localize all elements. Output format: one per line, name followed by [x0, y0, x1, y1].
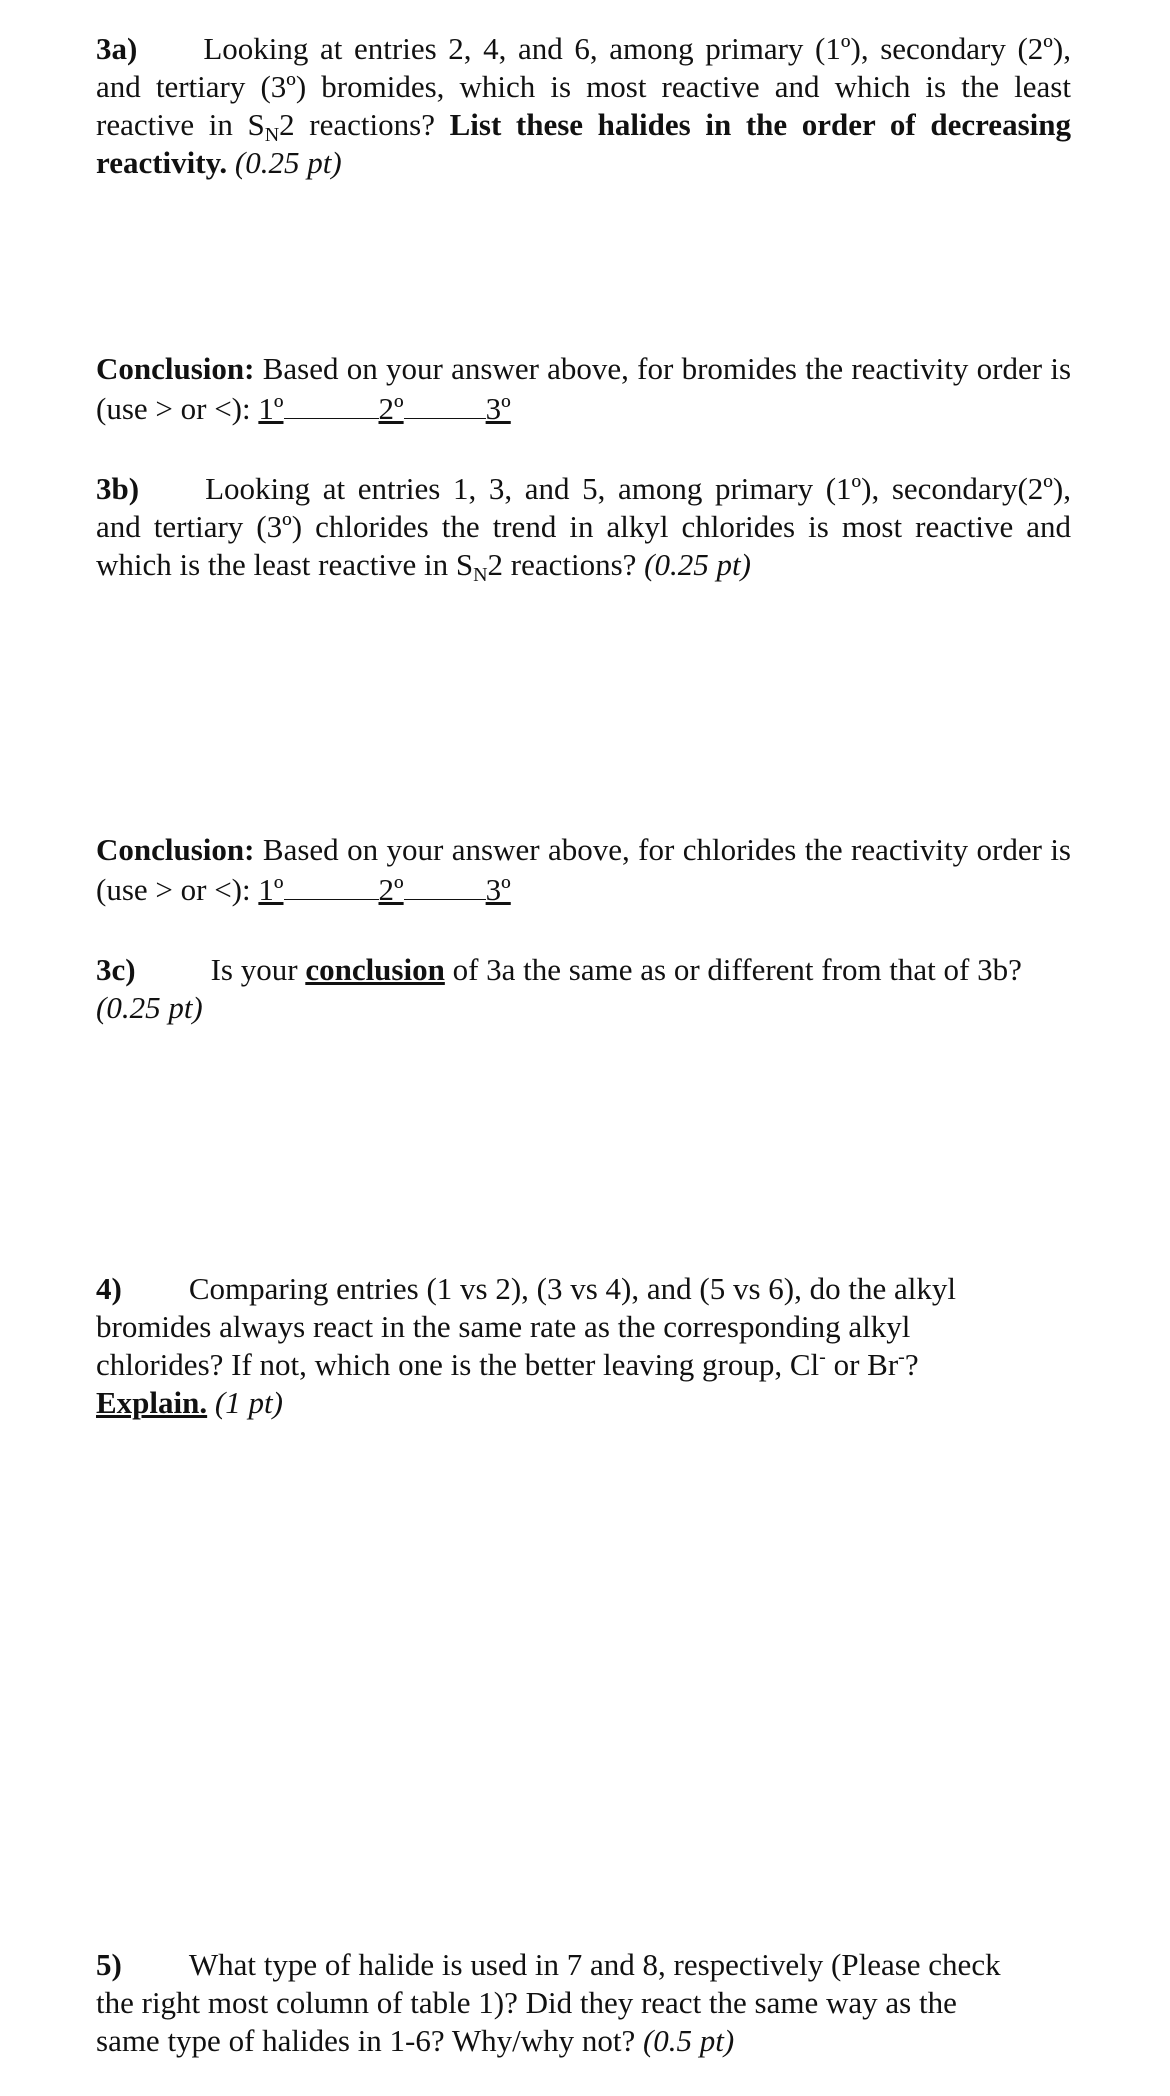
- answer-blank-1[interactable]: [284, 869, 379, 900]
- points: (0.5 pt): [642, 2023, 735, 2058]
- question-text: the right most column of table 1)? Did they react the same way as the: [96, 1985, 957, 2020]
- question-text: Looking at entries 2, 4, and 6, among primary (1º), secondary (2º), and tertiary (3º) bromides, which is most reactive and which is the least reactive in S: [96, 31, 1071, 142]
- question-text: ?: [904, 1347, 919, 1382]
- subscript: N: [473, 564, 488, 586]
- question-4: [96, 1270, 1071, 1422]
- question-3c: [96, 951, 1071, 1027]
- question-text: Comparing entries (1 vs 2), (3 vs 4), and (5 vs 6), do the alkyl: [188, 1271, 956, 1306]
- question-5: [96, 1946, 1071, 2060]
- conclusion-label: Conclusion:: [96, 351, 255, 386]
- underlined-term: conclusion: [305, 952, 445, 987]
- order-2: 2º: [378, 872, 404, 907]
- answer-blank-2[interactable]: [404, 869, 486, 900]
- question-3b: [96, 470, 1071, 584]
- question-text: of 3a the same as or different from that of 3b?: [444, 952, 1022, 987]
- points: (0.25 pt): [234, 145, 342, 180]
- question-text: bromides always react in the same rate as the corresponding alkyl: [96, 1309, 911, 1344]
- superscript: -: [819, 1346, 826, 1368]
- order-3: 3º: [485, 391, 511, 426]
- points: (1 pt): [214, 1385, 283, 1420]
- question-text: 2 reactions?: [487, 547, 645, 582]
- explain-label: Explain.: [96, 1385, 208, 1420]
- question-text: Is your: [210, 952, 306, 987]
- question-label: 4): [96, 1271, 122, 1306]
- conclusion-text: Based on your answer above, for bromides the reactivity order is (use > or <):: [96, 351, 1072, 426]
- points: (0.25 pt): [644, 547, 751, 582]
- question-label: 3c): [96, 952, 136, 987]
- subscript: N: [264, 124, 280, 146]
- conclusion-text: Based on your answer above, for chlorides the reactivity order is (use > or <):: [96, 832, 1071, 907]
- question-label: 3b): [96, 471, 140, 506]
- conclusion-label: Conclusion:: [96, 832, 255, 867]
- question-text: or Br: [825, 1347, 899, 1382]
- points: (0.25 pt): [96, 990, 203, 1025]
- conclusion-3a: [96, 350, 1071, 428]
- order-1: 1º: [258, 391, 284, 426]
- bold-instruction: List these halides in the order of decreasing reactivity.: [96, 107, 1071, 180]
- order-3: 3º: [485, 872, 511, 907]
- question-text: chlorides? If not, which one is the better leaving group, Cl: [96, 1347, 820, 1382]
- order-1: 1º: [258, 872, 284, 907]
- answer-blank-1[interactable]: [284, 388, 379, 419]
- superscript: -: [898, 1346, 905, 1368]
- conclusion-3b: [96, 831, 1071, 909]
- question-text: Looking at entries 1, 3, and 5, among primary (1º), secondary(2º), and tertiary (3º) chlorides the trend in alkyl chlorides is most reactive and which is the least reactive in S: [96, 471, 1071, 582]
- question-label: 5): [96, 1947, 122, 1982]
- question-label: 3a): [96, 31, 138, 66]
- question-text: same type of halides in 1-6? Why/why not?: [96, 2023, 643, 2058]
- question-3a: [96, 30, 1071, 182]
- order-2: 2º: [378, 391, 404, 426]
- question-text: What type of halide is used in 7 and 8, respectively (Please check: [188, 1947, 1001, 1982]
- answer-blank-2[interactable]: [404, 388, 486, 419]
- question-text: 2 reactions?: [279, 107, 450, 142]
